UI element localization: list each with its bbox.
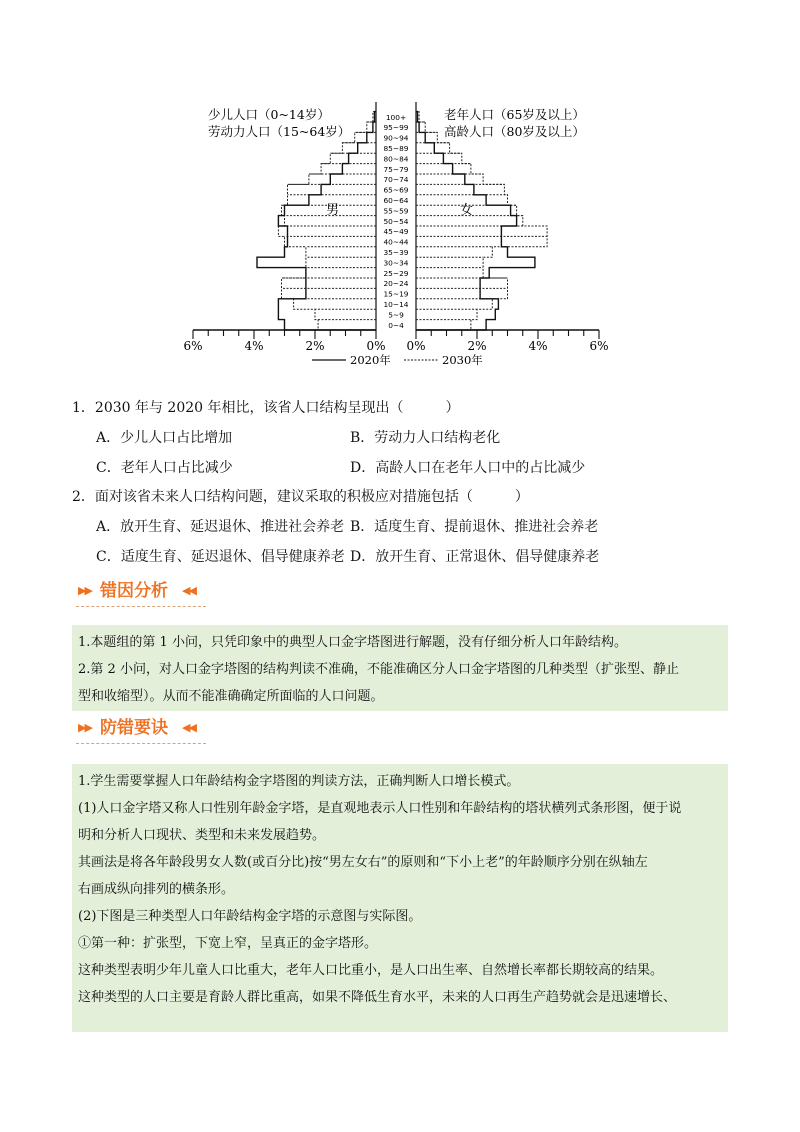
age-group-label: 100+ [385, 112, 407, 122]
age-group-label: 60~64 [383, 196, 409, 205]
x-tick-label: 6% [589, 339, 609, 353]
legend-very-old: 高龄人口（80岁及以上） [444, 124, 585, 139]
question-2-option-b: B．适度生育、提前退休、推进社会养老 [350, 519, 599, 535]
paragraph: ①第一种：扩张型，下宽上窄，呈真正的金字塔形。 [78, 936, 378, 951]
question-1-option-a: A．少儿人口占比增加 [96, 430, 233, 446]
paragraph: 1.本题组的第 1 小问，只凭印象中的典型人口金字塔图进行解题，没有仔细分析人口年龄结构。 [78, 635, 627, 650]
legend-elderly: 老年人口（65岁及以上） [444, 107, 585, 122]
x-tick-label: 0% [406, 339, 426, 353]
question-1-stem: 1．2030 年与 2020 年相比，该省人口结构呈现出（ ） [72, 400, 460, 416]
question-1-option-b: B．劳动力人口结构老化 [350, 430, 501, 446]
age-group-label: 5~9 [388, 310, 404, 320]
age-labels [383, 113, 408, 330]
age-group-label: 65~69 [383, 185, 409, 195]
question-2-stem: 2．面对该省未来人口结构问题，建议采取的积极应对措施包括（ ） [72, 489, 529, 505]
legend-2030-label: 2030年 [442, 353, 483, 367]
paragraph: 型和收缩型）。从而不能准确确定所面临的人口问题。 [78, 689, 384, 704]
legend-labor: 劳动力人口（15~64岁） [208, 124, 351, 139]
paragraph: 其画法是将各年龄段男女人数(或百分比)按“男左女右”的原则和“下小上老”的年龄顺序分别在纵轴左 [78, 855, 648, 870]
legend-children: 少儿人口（0~14岁） [208, 107, 330, 122]
section-title: 防错要诀 [100, 718, 168, 738]
female-2030-bars [416, 112, 547, 330]
error-analysis-box [72, 625, 728, 711]
legend-2020-label: 2020年 [350, 353, 391, 367]
x-tick-label: 0% [366, 339, 386, 353]
section-banner-error-analysis [76, 574, 206, 607]
female-2020-bars [416, 112, 535, 330]
paragraph: 右画成纵向排列的横条形。 [78, 882, 235, 897]
double-right-triangle-icon: ▶▶ [78, 584, 91, 597]
paragraph: 这种类型的人口主要是育龄人群比重高，如果不降低生育水平，未来的人口再生产趋势就会是迅速增长、 [78, 990, 677, 1005]
question-1-option-d: D．高龄人口在老年人口中的占比减少 [350, 460, 586, 476]
age-group-label: 0~4 [388, 320, 404, 330]
paragraph: 2.第 2 小问，对人口金字塔图的结构判读不准确，不能准确区分人口金字塔图的几种类型（扩张型、静止 [78, 662, 679, 677]
age-group-label: 25~29 [383, 268, 409, 278]
double-left-triangle-icon: ◀◀ [182, 721, 195, 734]
prevention-tips-box [72, 764, 728, 1032]
age-group-label: 15~19 [383, 289, 409, 299]
x-tick-label: 4% [528, 339, 548, 353]
age-group-label: 30~34 [383, 258, 409, 268]
male-label: 男 [326, 203, 340, 218]
x-tick-label: 6% [183, 339, 203, 353]
x-tick-labels [183, 339, 608, 353]
age-group-label: 20~24 [383, 279, 409, 289]
x-tick-label: 2% [305, 339, 325, 353]
age-group-label: 45~49 [383, 227, 409, 237]
paragraph: 1.学生需要掌握人口年龄结构金字塔图的判读方法，正确判断人口增长模式。 [78, 774, 520, 789]
paragraph: 明和分析人口现状、类型和未来发展趋势。 [78, 828, 326, 843]
question-2-option-d: D．放开生育、正常退休、倡导健康养老 [350, 549, 600, 565]
section-title: 错因分析 [100, 581, 168, 601]
question-2-option-a: A．放开生育、延迟退休、推进社会养老 [96, 519, 345, 535]
paragraph: (1)人口金字塔又称人口性别年龄金字塔，是直观地表示人口性别和年龄结构的塔状横列式条形图，便于说 [78, 801, 682, 816]
male-2020-bars [257, 112, 376, 330]
age-group-label: 40~44 [383, 237, 409, 247]
paragraph: 这种类型表明少年儿童人口比重大，老年人口比重小，是人口出生率、自然增长率都长期较高的结果。 [78, 963, 664, 978]
male-2030-bars [278, 112, 376, 330]
age-group-label: 95~99 [383, 123, 409, 133]
x-tick-label: 2% [467, 339, 487, 353]
age-group-label: 85~89 [383, 144, 409, 153]
question-2-option-c: C．适度生育、延迟退休、倡导健康养老 [96, 549, 345, 565]
paragraph: (2)下图是三种类型人口年龄结构金字塔的示意图与实际图。 [78, 909, 422, 924]
age-group-label: 70~74 [383, 175, 409, 185]
double-right-triangle-icon: ▶▶ [78, 721, 91, 734]
population-pyramid-chart [183, 98, 609, 378]
x-tick-label: 4% [244, 339, 264, 353]
age-group-label: 80~84 [383, 154, 409, 164]
section-banner-prevention-tips [76, 711, 206, 744]
age-group-label: 75~79 [383, 164, 409, 174]
age-group-label: 55~59 [383, 206, 409, 216]
age-group-label: 35~39 [383, 248, 409, 257]
series-2030 [278, 112, 547, 330]
double-left-triangle-icon: ◀◀ [182, 584, 195, 597]
female-label: 女 [460, 203, 474, 218]
question-1-option-c: C．老年人口占比减少 [96, 460, 233, 476]
age-group-label: 50~54 [383, 216, 409, 226]
age-group-label: 10~14 [383, 300, 409, 309]
age-group-label: 90~94 [383, 133, 409, 143]
